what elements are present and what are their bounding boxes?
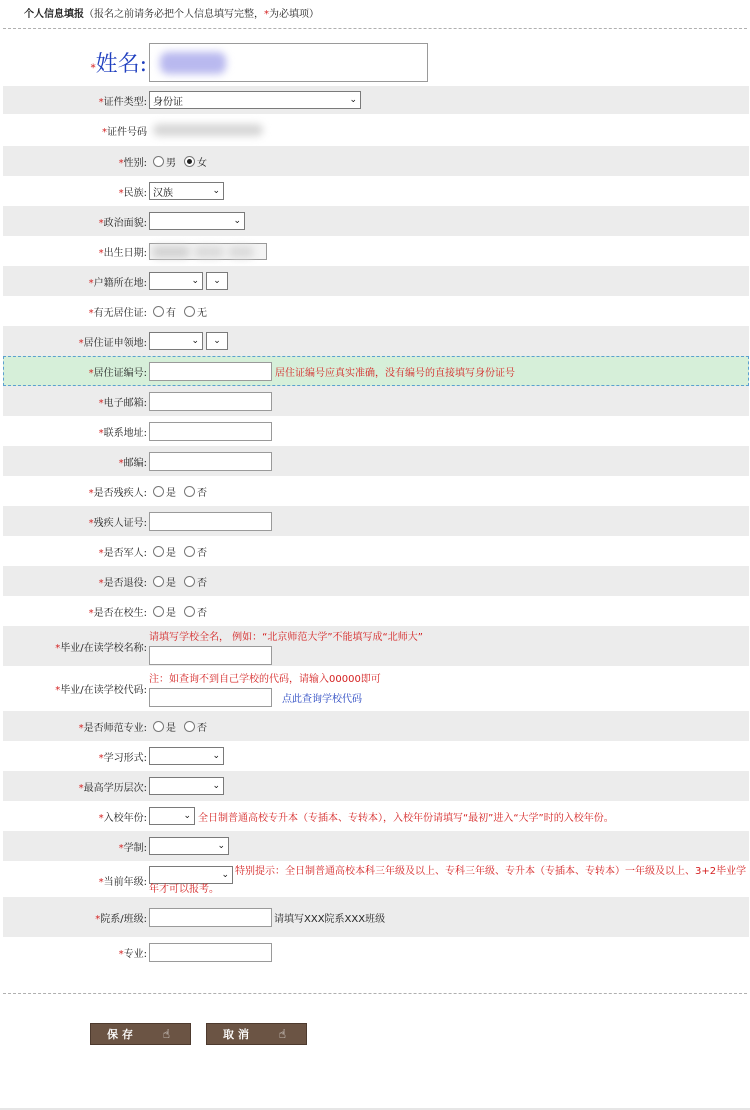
bottom-divider <box>3 993 747 994</box>
normal-major-yes-radio[interactable] <box>153 721 164 732</box>
chevron-down-icon: ⌄ <box>233 216 241 226</box>
address-input[interactable] <box>149 422 272 441</box>
military-label: 是否军人: <box>103 547 147 559</box>
student-yes-radio[interactable] <box>153 606 164 617</box>
school-code-input[interactable] <box>149 688 272 707</box>
row-email: *电子邮箱: <box>3 386 749 416</box>
row-dept-class: *院系/班级: 请填写XXX院系XXX班级 <box>3 897 749 937</box>
birthdate-year-redacted <box>152 246 190 258</box>
school-code-label: 毕业/在读学校代码: <box>60 685 147 696</box>
retired-label: 是否退役: <box>103 577 147 589</box>
hukou-city-select[interactable] <box>206 272 228 290</box>
grade-label: 当前年级: <box>103 877 147 888</box>
birthdate-label: 出生日期: <box>103 247 147 259</box>
row-disabled: *是否残疾人: 是 否 <box>3 476 749 506</box>
save-button[interactable]: 保存 ☝ <box>90 1023 191 1045</box>
disabled-no-input[interactable] <box>149 512 272 531</box>
address-label: 联系地址: <box>103 427 147 439</box>
school-system-label: 学制: <box>123 842 147 854</box>
retired-yes-radio[interactable] <box>153 576 164 587</box>
row-political: *政治面貌: ⌄ <box>3 206 749 236</box>
disabled-label: 是否残疾人: <box>93 487 147 499</box>
email-input[interactable] <box>149 392 272 411</box>
name-input[interactable] <box>149 43 428 82</box>
residence-permit-label: 有无居住证: <box>93 307 147 319</box>
id-type-select[interactable] <box>149 91 361 109</box>
form-instruction: （报名之前请务必把个人信息填写完整，*为必填项） <box>84 9 319 20</box>
row-id-type: *证件类型: 身份证 ⌄ <box>3 86 749 114</box>
student-label: 是否在校生: <box>93 607 147 619</box>
permit-place-label: 居住证申领地: <box>83 337 147 349</box>
name-value-redacted <box>160 52 226 74</box>
political-label: 政治面貌: <box>103 217 147 229</box>
row-birthdate: *出生日期: <box>3 236 749 266</box>
birthdate-input[interactable] <box>149 243 267 260</box>
chevron-down-icon: ⌄ <box>217 841 225 851</box>
row-address: *联系地址: <box>3 416 749 446</box>
permit-no-radio[interactable] <box>184 306 195 317</box>
row-school-name: *毕业/在读学校名称: 请填写学校全名， 例如：“北京师范大学”不能填写成“北师大” <box>3 626 749 666</box>
ethnicity-label: 民族: <box>123 187 147 199</box>
hand-pointer-icon: ☝ <box>162 1027 170 1041</box>
gender-female-radio[interactable] <box>184 156 195 167</box>
study-form-select[interactable] <box>149 747 224 765</box>
grade-select[interactable] <box>149 866 233 884</box>
dept-class-note: 请填写XXX院系XXX班级 <box>274 913 386 925</box>
gender-male-radio[interactable] <box>153 156 164 167</box>
row-grade: *当前年级: ⌄ 特别提示：全日制普通高校本科三年级及以上、专科三年级、专升本（专插本、专转本）一年级及以上、3+2毕业学年才可以报考。 <box>3 861 749 897</box>
major-label: 专业: <box>123 948 147 960</box>
disabled-no-radio[interactable] <box>184 486 195 497</box>
chevron-down-icon: ⌄ <box>212 751 220 761</box>
school-name-note: 请填写学校全名， 例如：“北京师范大学”不能填写成“北师大” <box>149 631 423 643</box>
military-yes-radio[interactable] <box>153 546 164 557</box>
row-postcode: *邮编: <box>3 446 749 476</box>
top-divider <box>3 28 747 29</box>
retired-no-radio[interactable] <box>184 576 195 587</box>
row-student: *是否在校生: 是 否 <box>3 596 749 626</box>
row-residence-permit: *有无居住证: 有 无 <box>3 296 749 326</box>
name-label: *姓名: <box>90 51 147 77</box>
row-normal-major: *是否师范专业: 是 否 <box>3 711 749 741</box>
id-number-label: 证件号码 <box>107 126 147 138</box>
school-name-input[interactable] <box>149 646 272 665</box>
edu-level-select[interactable] <box>149 777 224 795</box>
row-retired: *是否退役: 是 否 <box>3 566 749 596</box>
chevron-down-icon: ⌄ <box>213 336 221 346</box>
permit-yes-radio[interactable] <box>153 306 164 317</box>
school-code-note: 注：如查询不到自己学校的代码，请输入00000即可 <box>149 674 381 685</box>
cancel-button[interactable]: 取消 ☝ <box>206 1023 307 1045</box>
dept-class-label: 院系/班级: <box>100 913 147 925</box>
school-code-query-link[interactable]: 点此查询学校代码 <box>282 694 362 705</box>
school-name-label: 毕业/在读学校名称: <box>60 642 147 654</box>
enroll-year-label: 入校年份: <box>103 812 147 824</box>
permit-no-note: 居住证编号应真实准确，没有编号的直接填写身份证号 <box>275 367 515 379</box>
id-type-label: 证件类型: <box>103 96 147 108</box>
major-input[interactable] <box>149 943 272 962</box>
chevron-down-icon: ⌄ <box>213 276 221 286</box>
normal-major-no-radio[interactable] <box>184 721 195 732</box>
row-military: *是否军人: 是 否 <box>3 536 749 566</box>
enroll-year-select[interactable] <box>149 807 195 825</box>
id-number-redacted <box>153 124 263 136</box>
row-id-number: *证件号码 <box>3 114 749 146</box>
study-form-label: 学习形式: <box>103 752 147 764</box>
form-rows <box>3 38 749 967</box>
chevron-down-icon: ⌄ <box>349 95 357 105</box>
row-permit-no: *居住证编号: 居住证编号应真实准确，没有编号的直接填写身份证号 <box>3 356 749 386</box>
chevron-down-icon: ⌄ <box>191 276 199 286</box>
postcode-input[interactable] <box>149 452 272 471</box>
row-school-code: *毕业/在读学校代码: 注：如查询不到自己学校的代码，请输入00000即可 点此查询学校代码 <box>3 666 749 711</box>
permit-city-select[interactable] <box>206 332 228 350</box>
row-enroll-year: *入校年份: ⌄ 全日制普通高校专升本（专插本、专转本），入校年份请填写“最初”进入“大学”时的入校年份。 <box>3 801 749 831</box>
gender-label: 性别: <box>123 157 147 169</box>
permit-no-input[interactable] <box>149 362 272 381</box>
military-no-radio[interactable] <box>184 546 195 557</box>
edu-level-label: 最高学历层次: <box>83 782 147 794</box>
postcode-label: 邮编: <box>123 457 147 469</box>
student-no-radio[interactable] <box>184 606 195 617</box>
disabled-yes-radio[interactable] <box>153 486 164 497</box>
form-header <box>0 0 750 28</box>
grade-note: 特别提示：全日制普通高校本科三年级及以上、专科三年级、专升本（专插本、专转本）一年级及以上、3+2毕业学年才可以报考。 <box>149 866 747 895</box>
disabled-no-label: 残疾人证号: <box>93 517 147 529</box>
row-permit-place: *居住证申领地: ⌄ ⌄ <box>3 326 749 356</box>
chevron-down-icon: ⌄ <box>183 811 191 821</box>
enroll-year-note: 全日制普通高校专升本（专插本、专转本），入校年份请填写“最初”进入“大学”时的入校年份。 <box>198 812 614 824</box>
row-name <box>3 38 749 86</box>
hukou-province-select[interactable] <box>149 272 203 290</box>
email-label: 电子邮箱: <box>103 397 147 409</box>
birthdate-month-redacted <box>194 246 224 258</box>
political-select[interactable] <box>149 212 245 230</box>
row-edu-level: *最高学历层次: ⌄ <box>3 771 749 801</box>
row-gender: *性别: 男 女 <box>3 146 749 176</box>
dept-class-input[interactable] <box>149 908 272 927</box>
row-disabled-no: *残疾人证号: <box>3 506 749 536</box>
hand-pointer-icon: ☝ <box>278 1027 286 1041</box>
ethnicity-select[interactable]: 汉族 ⌄ <box>149 182 224 200</box>
chevron-down-icon: ⌄ <box>221 870 229 880</box>
id-type-value: 身份证 <box>153 96 183 108</box>
chevron-down-icon: ⌄ <box>212 781 220 791</box>
permit-province-select[interactable] <box>149 332 203 350</box>
chevron-down-icon: ⌄ <box>191 336 199 346</box>
row-hukou: *户籍所在地: ⌄ ⌄ <box>3 266 749 296</box>
hukou-label: 户籍所在地: <box>93 277 147 289</box>
row-school-system: *学制: ⌄ <box>3 831 749 861</box>
birthdate-day-redacted <box>228 246 254 258</box>
form-title: 个人信息填报 <box>24 9 84 20</box>
permit-no-label: 居住证编号: <box>93 367 147 379</box>
row-study-form: *学习形式: ⌄ <box>3 741 749 771</box>
normal-major-label: 是否师范专业: <box>83 722 147 734</box>
chevron-down-icon: ⌄ <box>212 186 220 196</box>
row-major: *专业: <box>3 937 749 967</box>
row-ethnicity: *民族: 汉族 ⌄ <box>3 176 749 206</box>
school-system-select[interactable] <box>149 837 229 855</box>
